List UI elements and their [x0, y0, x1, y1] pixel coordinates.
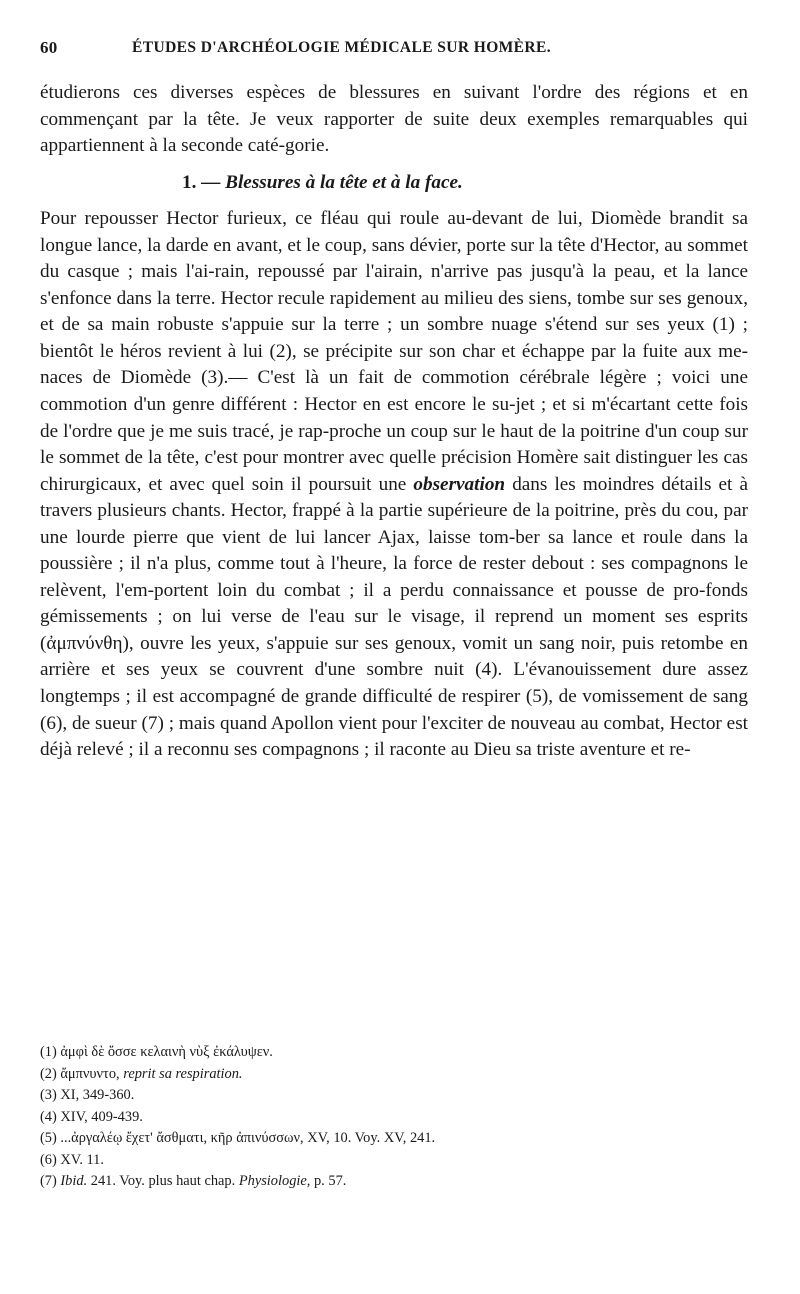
- footnote-tail: p. 57.: [313, 1173, 347, 1189]
- footnote-marker: (2): [40, 1065, 57, 1082]
- body-text: [40, 80, 748, 764]
- footnote-marker: (7): [40, 1173, 57, 1189]
- footnote-text: ἄμπνυντο,: [60, 1065, 120, 1082]
- footnote-6: [40, 1150, 748, 1172]
- footnote-text: XI, 349-360.: [60, 1087, 135, 1103]
- page: [40, 38, 748, 764]
- section-number: 1.: [182, 171, 197, 193]
- main-paragraph-part2: dans les moindres détails et à travers plusieurs chants. Hector, frappé à la partie supérieure de la poitrine, près du cou, par une lourde pierre que vient de lui lancer Ajax, laisse tom-ber sa lance et roule dans la poussière ; il n'a plus, comme tout à l'heure, la force de rester debout : ses compagnons le relèvent, l'em-portent loin du combat ; il a perdu connaissance et pousse de pro-fonds gémissements ; on lui verse de l'eau sur le visage, il reprend un moment ses esprits (ἀμπνύνθη), ouvre les yeux, s'appuie sur ses genoux, vomit un sang noir, puis retombe en arrière et ses yeux se couvrent d'une sombre nuit (4). L'évanouissement dure assez longtemps ; il est accompagné de grande difficulté de respirer (5), de vomissement de sang (6), de sueur (7) ; mais quand Apollon vient pour l'exciter de nouveau au combat, Hector est déjà relevé ; il a reconnu ses compagnons ; il raconte au Dieu sa triste aventure et re-: [40, 473, 748, 761]
- footnote-marker: (5): [40, 1130, 57, 1146]
- footnote-5: [40, 1128, 748, 1150]
- footnote-3: [40, 1085, 748, 1107]
- running-title: ÉTUDES D'ARCHÉOLOGIE MÉDICALE SUR HOMÈRE.: [132, 39, 552, 56]
- emphasis-observation: observation: [413, 473, 506, 495]
- footnote-marker: (4): [40, 1108, 57, 1125]
- footnote-text: XV. 11.: [60, 1151, 104, 1168]
- footnote-1: [40, 1042, 748, 1064]
- footnote-marker: (6): [40, 1151, 57, 1168]
- footnote-italic: reprit sa respiration.: [123, 1065, 243, 1082]
- running-header: [40, 38, 748, 68]
- footnotes: [40, 1042, 748, 1193]
- footnote-text: 241. Voy. plus haut chap.: [90, 1173, 236, 1189]
- intro-paragraph: étudierons ces diverses espèces de blessures en suivant l'ordre des régions et en commençant par la tête. Je veux rapporter de suite deux exemples remarquables qui appartiennent à la seconde caté-gorie.: [40, 82, 748, 157]
- footnote-text: ...ἀργαλέῳ ἔχετ' ἄσθματι, κῆρ ἀπινύσσων, XV, 10. Voy. XV, 241.: [60, 1130, 436, 1146]
- footnote-marker: (1): [40, 1044, 57, 1060]
- footnote-italic-ibid: Ibid.: [60, 1173, 88, 1189]
- main-paragraph-part1: Pour repousser Hector furieux, ce fléau qui roule au-devant de lui, Diomède brandit sa longue lance, la darde en avant, et le coup, sans dévier, porte sur la tête d'Hector, au sommet du casque ; mais l'ai-rain, repoussé par l'airain, n'arrive pas jusqu'à la peau, et la lance s'enfonce dans la terre. Hector recule rapidement au milieu des siens, tombe sur ses genoux, et de sa main robuste s'appuie sur la terre ; un sombre nuage s'étend sur ses yeux (1) ; bientôt le héros revient à lui (2), se précipite sur son char et échappe par la fuite aux me-naces de Diomède (3).— C'est là un fait de commotion cérébrale légère ; voici une commotion d'un genre différent : Hector en est encore le su-jet ; et si m'écartant cette fois de l'ordre que je me suis tracé, je rap-proche un coup sur le haut de la poitrine d'un coup sur le sommet de la tête, c'est pour montrer avec quelle précision Homère sait distinguer les cas chirurgicaux, et avec quel soin il poursuit une: [40, 208, 748, 495]
- main-paragraph: [40, 206, 748, 763]
- footnote-4: [40, 1107, 748, 1129]
- footnote-italic: Physiologie,: [238, 1173, 311, 1189]
- footnote-text: XIV, 409-439.: [60, 1108, 143, 1125]
- section-heading: [40, 170, 748, 197]
- footnote-text: ἀμφὶ δὲ ὄσσε κελαινὴ νὺξ ἐκάλυψεν.: [60, 1044, 273, 1060]
- footnote-marker: (3): [40, 1087, 57, 1103]
- section-title: — Blessures à la tête et à la face.: [201, 171, 463, 193]
- footnote-2: [40, 1064, 748, 1086]
- footnote-7: [40, 1171, 748, 1193]
- page-number: 60: [40, 38, 58, 57]
